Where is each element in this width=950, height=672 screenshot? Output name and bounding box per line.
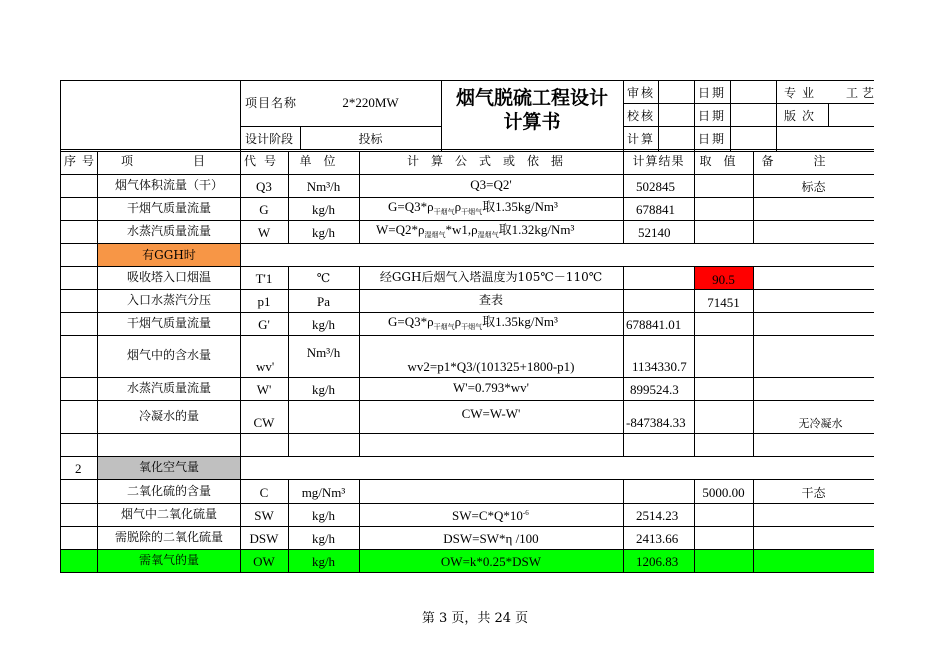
r8-result: 1134330.7: [632, 359, 687, 374]
section-oxidation-label: 氧化空气量: [138, 460, 199, 474]
r13-unit: mg/Nm³: [301, 485, 346, 500]
design-stage-value: 投标: [358, 132, 383, 146]
r3-code: W: [257, 225, 271, 240]
review-label: 审核: [627, 86, 656, 100]
col-value: 取值: [699, 154, 748, 168]
r8-unit: Nm³/h: [306, 345, 341, 360]
r14-result: 2514.23: [636, 508, 679, 523]
r7-formula-b: ρ: [454, 314, 462, 329]
calc-label: 计算: [627, 132, 656, 146]
r8-formula: wv2=p1*Q3/(101325+1800-p1): [407, 359, 575, 374]
major-label: 专业: [784, 86, 821, 100]
r13-code: C: [259, 485, 269, 500]
r7-formula-a: G=Q3*ρ: [388, 314, 434, 329]
r7-result: 678841.01: [626, 317, 682, 332]
r2-formula-c: 取1.35kg/Nm³: [482, 199, 558, 214]
r10-item: 冷凝水的量: [138, 409, 199, 423]
col-seq: 序号: [64, 154, 101, 168]
r1-remark: 标态: [801, 180, 826, 194]
r6-unit: Pa: [317, 294, 330, 309]
col-formula: 计算公式或依据: [406, 154, 575, 168]
r3-formula-sub1: 湿烟气: [424, 231, 446, 239]
r8-code: wv': [256, 359, 275, 374]
check-label: 校核: [627, 109, 656, 123]
r2-result: 678841: [636, 202, 675, 217]
r10-result: -847384.33: [626, 415, 686, 430]
r3-formula-a: W=Q2*ρ: [376, 222, 425, 237]
r1-unit: Nm³/h: [306, 179, 341, 194]
col-code: 代号: [243, 154, 284, 168]
r7-unit: kg/h: [311, 317, 336, 332]
r14-code: SW: [254, 508, 274, 523]
r15-formula: DSW=SW*η /100: [443, 531, 539, 546]
r3-result: 52140: [638, 225, 671, 240]
r3-unit: kg/h: [311, 225, 336, 240]
r2-formula-a: G=Q3*ρ: [388, 199, 434, 214]
r9-formula: W'=0.793*wv': [453, 380, 529, 395]
r7-code: G': [258, 317, 270, 332]
edition-label: 版次: [784, 109, 821, 123]
r16-unit: kg/h: [311, 554, 336, 569]
r9-code: W': [256, 382, 272, 397]
r9-item: 水蒸汽质量流量: [126, 381, 211, 395]
r15-unit: kg/h: [311, 531, 336, 546]
r5-unit: ℃: [316, 271, 331, 285]
design-stage-label: 设计阶段: [245, 132, 294, 146]
project-name-label: 项目名称: [245, 96, 298, 110]
r3-item: 水蒸汽质量流量: [126, 224, 211, 238]
r1-item: 烟气体积流量（干）: [114, 178, 223, 192]
r5-formula: 经GGH后烟气入塔温度为105℃－110℃: [379, 270, 603, 284]
col-item: 项 目: [120, 154, 217, 168]
r3-formula-sub2: 湿烟气: [477, 231, 499, 239]
r7-item: 干烟气质量流量: [126, 316, 211, 330]
date-label-1: 日期: [698, 86, 727, 100]
section-ggh-label: 有GGH时: [142, 248, 196, 262]
r6-item: 入口水蒸汽分压: [126, 293, 211, 307]
r15-code: DSW: [249, 531, 279, 546]
r2-code: G: [259, 202, 269, 217]
r9-unit: kg/h: [311, 382, 336, 397]
r14-item: 烟气中二氧化硫量: [120, 507, 217, 521]
document-title-line1: 烟气脱硫工程设计: [455, 87, 608, 109]
r2-formula-sub2: 干烟气: [461, 208, 483, 216]
r7-formula-sub2: 干烟气: [461, 323, 483, 331]
r3-formula-b: *w1,ρ: [445, 222, 478, 237]
major-value: 工艺: [846, 86, 879, 100]
r15-item: 需脱除的二氧化硫量: [114, 530, 223, 544]
r2-item: 干烟气质量流量: [126, 201, 211, 215]
r2-formula-b: ρ: [454, 199, 462, 214]
r10-formula: CW=W-W': [461, 406, 521, 421]
r16-item: 需氧气的量: [138, 553, 199, 567]
r16-code: OW: [253, 554, 275, 569]
r13-item: 二氧化硫的含量: [126, 484, 211, 498]
r8-item: 烟气中的含水量: [126, 348, 211, 362]
project-name-value: 2*220MW: [342, 95, 399, 110]
r2-formula: [388, 200, 558, 216]
r2-unit: kg/h: [311, 202, 336, 217]
r7-formula-sub1: 干烟气: [433, 323, 455, 331]
r7-formula-c: 取1.35kg/Nm³: [482, 314, 558, 329]
r2-formula-sub1: 干烟气: [433, 208, 455, 216]
col-remark: 备注: [761, 154, 866, 168]
r16-formula: OW=k*0.25*DSW: [440, 554, 542, 569]
r6-code: p1: [257, 294, 271, 309]
r9-result: 899524.3: [630, 382, 679, 397]
r14-unit: kg/h: [311, 508, 336, 523]
page-number: 第 3 页，共 24 页: [421, 611, 529, 626]
r16-result: 1206.83: [636, 554, 679, 569]
r14-formula-sup: -6: [522, 509, 529, 517]
r13-remark: 干态: [801, 486, 826, 500]
r6-formula: 查表: [478, 293, 503, 307]
r14-formula: [452, 509, 529, 525]
col-unit: 单位: [299, 154, 348, 168]
r5-code: T'1: [255, 271, 273, 286]
date-label-3: 日期: [698, 132, 727, 146]
r3-formula: [376, 223, 574, 239]
date-label-2: 日期: [698, 109, 727, 123]
r6-value: 71451: [707, 295, 740, 310]
r14-formula-a: SW=C*Q*10: [452, 508, 523, 523]
r7-formula: [388, 315, 558, 331]
document-title-line2: 计算书: [503, 111, 561, 133]
r13-value: 5000.00: [702, 485, 745, 500]
r10-remark: 无冷凝水: [798, 417, 843, 430]
r1-code: Q3: [256, 179, 272, 194]
r1-result: 502845: [636, 179, 675, 194]
r15-result: 2413.66: [636, 531, 679, 546]
r10-code: CW: [253, 415, 275, 430]
r1-formula: Q3=Q2': [470, 177, 512, 192]
col-result: 计算结果: [632, 154, 685, 168]
section-2-seq: 2: [75, 461, 82, 476]
r5-value: 90.5: [712, 272, 735, 287]
r5-item: 吸收塔入口烟温: [126, 270, 211, 284]
r3-formula-c: 取1.32kg/Nm³: [498, 222, 575, 237]
